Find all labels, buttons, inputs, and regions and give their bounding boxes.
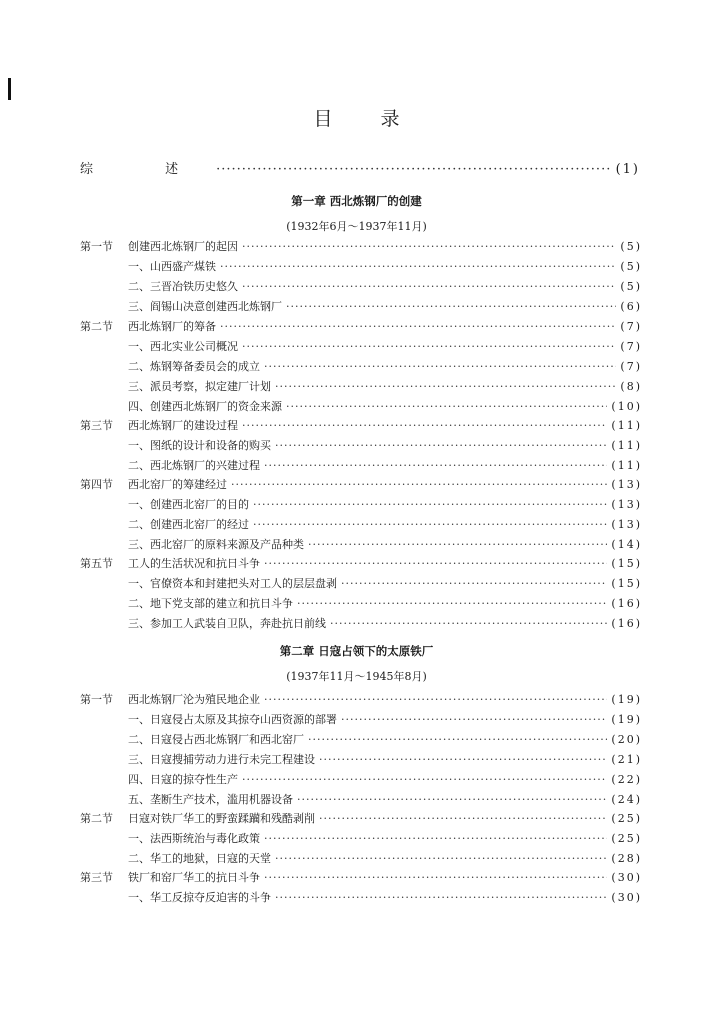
toc-section-entry[interactable] bbox=[128, 555, 642, 571]
chapter-2-date-range: (1937年11月～1945年8月) bbox=[286, 670, 427, 683]
toc-page-number: (15) bbox=[611, 557, 642, 570]
toc-entry-title: 西北炼钢厂的筹备 bbox=[128, 320, 216, 333]
section-label: 第二节 bbox=[80, 812, 113, 825]
toc-entry-title: 西北窑厂的筹建经过 bbox=[128, 478, 227, 491]
toc-entry-title: 三、阎锡山决意创建西北炼钢厂 bbox=[128, 300, 282, 313]
leader-dots bbox=[286, 300, 616, 313]
toc-entry-title: 一、华工反掠夺反迫害的斗争 bbox=[128, 891, 271, 904]
toc-entry-title: 创建西北炼钢厂的起因 bbox=[128, 240, 238, 253]
toc-page-number: (11) bbox=[611, 419, 642, 432]
toc-page-number: (30) bbox=[611, 871, 642, 884]
chapter-1-heading: 第一章 西北炼钢厂的创建 bbox=[291, 194, 422, 208]
toc-section-entry[interactable] bbox=[128, 810, 642, 826]
toc-page-number: (25) bbox=[611, 832, 642, 845]
toc-page-number: (19) bbox=[611, 713, 642, 726]
toc-entry-title: 三、派员考察，拟定建厂计划 bbox=[128, 380, 271, 393]
leader-dots bbox=[297, 597, 607, 610]
toc-item-entry[interactable] bbox=[128, 791, 642, 807]
leader-dots bbox=[330, 617, 607, 630]
toc-item-entry[interactable] bbox=[128, 889, 642, 905]
leader-dots bbox=[264, 557, 607, 570]
toc-page-number: (11) bbox=[611, 459, 642, 472]
toc-item-entry[interactable] bbox=[128, 437, 642, 453]
leader-dots bbox=[242, 773, 607, 786]
toc-entry-title: 日寇对铁厂华工的野蛮蹂躏和残酷剥削 bbox=[128, 812, 315, 825]
chapter-2-heading: 第二章 日寇占领下的太原铁厂 bbox=[279, 644, 434, 658]
toc-item-entry[interactable] bbox=[128, 278, 642, 294]
toc-page-number: (22) bbox=[611, 773, 642, 786]
toc-page-number: (1) bbox=[615, 162, 640, 177]
toc-entry-title: 三、西北窑厂的原料来源及产品种类 bbox=[128, 538, 304, 551]
section-label: 第四节 bbox=[80, 478, 113, 491]
toc-item-entry[interactable] bbox=[128, 298, 642, 314]
toc-item-entry[interactable] bbox=[128, 457, 642, 473]
toc-page-number: (7) bbox=[620, 360, 642, 373]
leader-dots bbox=[308, 538, 607, 551]
toc-page-number: (5) bbox=[620, 240, 642, 253]
section-label: 第五节 bbox=[80, 557, 113, 570]
toc-entry-title: 一、图纸的设计和设备的购买 bbox=[128, 439, 271, 452]
toc-page-number: (8) bbox=[620, 380, 642, 393]
toc-item-entry[interactable] bbox=[128, 496, 642, 512]
toc-item-entry[interactable] bbox=[128, 731, 642, 747]
toc-section-entry[interactable] bbox=[128, 238, 642, 254]
toc-item-entry[interactable] bbox=[128, 771, 642, 787]
toc-item-entry[interactable] bbox=[128, 830, 642, 846]
leader-dots bbox=[286, 400, 607, 413]
page-title bbox=[0, 104, 713, 131]
leader-dots bbox=[264, 693, 607, 706]
section-label: 第三节 bbox=[80, 871, 113, 884]
toc-entry-title: 二、地下党支部的建立和抗日斗争 bbox=[128, 597, 293, 610]
toc-page-number: (6) bbox=[620, 300, 642, 313]
leader-dots bbox=[220, 260, 616, 273]
toc-page-number: (11) bbox=[611, 439, 642, 452]
toc-entry-title: 五、垄断生产技术，滥用机器设备 bbox=[128, 793, 293, 806]
leader-dots bbox=[341, 577, 607, 590]
title-char-2: 录 bbox=[380, 108, 400, 130]
toc-entry-title: 一、官僚资本和封建把头对工人的层层盘剥 bbox=[128, 577, 337, 590]
leader-dots bbox=[242, 240, 616, 253]
toc-item-entry[interactable] bbox=[128, 378, 642, 394]
leader-dots bbox=[297, 793, 607, 806]
toc-item-entry[interactable] bbox=[128, 338, 642, 354]
toc-item-entry[interactable] bbox=[128, 516, 642, 532]
chapter-1-date-range: (1932年6月～1937年11月) bbox=[286, 220, 427, 233]
toc-entry-title: 一、山西盛产煤铁 bbox=[128, 260, 216, 273]
toc-entry-title: 一、创建西北窑厂的目的 bbox=[128, 498, 249, 511]
toc-entry-title: 二、三晋冶铁历史悠久 bbox=[128, 280, 238, 293]
toc-page-number: (20) bbox=[611, 733, 642, 746]
toc-item-entry[interactable] bbox=[128, 398, 642, 414]
leader-dots bbox=[264, 360, 616, 373]
toc-entry-title: 一、法西斯统治与毒化政策 bbox=[128, 832, 260, 845]
toc-page-number: (19) bbox=[611, 693, 642, 706]
leader-dots bbox=[242, 340, 616, 353]
toc-entry-title: 二、创建西北窑厂的经过 bbox=[128, 518, 249, 531]
section-label: 第一节 bbox=[80, 693, 113, 706]
toc-entry-title: 西北炼钢厂沦为殖民地企业 bbox=[128, 693, 260, 706]
toc-entry-title: 四、创建西北炼钢厂的资金来源 bbox=[128, 400, 282, 413]
leader-dots bbox=[242, 419, 607, 432]
toc-item-entry[interactable] bbox=[128, 595, 642, 611]
toc-entry-title: 四、日寇的掠夺性生产 bbox=[128, 773, 238, 786]
toc-entry-title: 二、炼钢筹备委员会的成立 bbox=[128, 360, 260, 373]
toc-page-number: (10) bbox=[611, 400, 642, 413]
toc-entry-label: 综 述 bbox=[80, 162, 213, 177]
leader-dots bbox=[319, 753, 607, 766]
toc-item-entry[interactable] bbox=[128, 258, 642, 274]
toc-page-number: (24) bbox=[611, 793, 642, 806]
toc-page-number: (7) bbox=[620, 340, 642, 353]
toc-entry-title: 三、日寇搜捕劳动力进行未完工程建设 bbox=[128, 753, 315, 766]
leader-dots bbox=[275, 852, 607, 865]
title-char-1: 目 bbox=[313, 108, 333, 130]
toc-page-number: (15) bbox=[611, 577, 642, 590]
toc-item-entry[interactable] bbox=[128, 850, 642, 866]
leader-dots bbox=[264, 832, 607, 845]
scan-edge-mark bbox=[8, 78, 11, 100]
leader-dots bbox=[341, 713, 607, 726]
toc-section-entry[interactable] bbox=[128, 869, 642, 885]
toc-item-entry[interactable] bbox=[128, 711, 642, 727]
toc-page-number: (13) bbox=[611, 478, 642, 491]
leader-dots bbox=[253, 518, 607, 531]
toc-page-number: (16) bbox=[611, 597, 642, 610]
toc-page-number: (5) bbox=[620, 260, 642, 273]
toc-item-entry[interactable] bbox=[128, 751, 642, 767]
toc-page-number: (5) bbox=[620, 280, 642, 293]
leader-dots bbox=[308, 733, 607, 746]
leader-dots bbox=[275, 439, 607, 452]
toc-page-number: (13) bbox=[611, 518, 642, 531]
toc-entry-title: 三、参加工人武装自卫队，奔赴抗日前线 bbox=[128, 617, 326, 630]
leader-dots bbox=[275, 891, 607, 904]
leader-dots bbox=[319, 812, 607, 825]
toc-item-entry[interactable] bbox=[128, 358, 642, 374]
toc-entry-title: 铁厂和窑厂华工的抗日斗争 bbox=[128, 871, 260, 884]
section-label: 第二节 bbox=[80, 320, 113, 333]
toc-page-number: (7) bbox=[620, 320, 642, 333]
toc-item-entry[interactable] bbox=[128, 575, 642, 591]
toc-page-number: (14) bbox=[611, 538, 642, 551]
toc-entry-title: 二、日寇侵占西北炼钢厂和西北窑厂 bbox=[128, 733, 304, 746]
toc-page-number: (28) bbox=[611, 852, 642, 865]
toc-item-entry[interactable] bbox=[128, 615, 642, 631]
leader-dots bbox=[231, 478, 607, 491]
leader-dots bbox=[220, 320, 616, 333]
toc-entry-title: 西北炼钢厂的建设过程 bbox=[128, 419, 238, 432]
leader-dots bbox=[264, 459, 607, 472]
leader-dots bbox=[275, 380, 616, 393]
leader-dots bbox=[253, 498, 607, 511]
toc-entry-title: 二、华工的地狱，日寇的天堂 bbox=[128, 852, 271, 865]
toc-page-number: (16) bbox=[611, 617, 642, 630]
leader-dots bbox=[264, 871, 607, 884]
toc-section-entry[interactable] bbox=[128, 417, 642, 433]
toc-page-number: (13) bbox=[611, 498, 642, 511]
leader-dots bbox=[242, 280, 616, 293]
toc-section-entry[interactable] bbox=[128, 318, 642, 334]
toc-section-entry[interactable] bbox=[128, 691, 642, 707]
toc-item-entry[interactable] bbox=[128, 536, 642, 552]
section-label: 第一节 bbox=[80, 240, 113, 253]
toc-entry-title: 一、日寇侵占太原及其掠夺山西资源的部署 bbox=[128, 713, 337, 726]
toc-section-entry[interactable] bbox=[128, 476, 642, 492]
toc-intro-entry[interactable] bbox=[80, 158, 640, 177]
leader-dots bbox=[216, 162, 611, 177]
section-label: 第三节 bbox=[80, 419, 113, 432]
toc-entry-title: 二、西北炼钢厂的兴建过程 bbox=[128, 459, 260, 472]
toc-page-number: (21) bbox=[611, 753, 642, 766]
toc-entry-title: 工人的生活状况和抗日斗争 bbox=[128, 557, 260, 570]
toc-page-number: (25) bbox=[611, 812, 642, 825]
toc-entry-title: 一、西北实业公司概况 bbox=[128, 340, 238, 353]
toc-page-number: (30) bbox=[611, 891, 642, 904]
